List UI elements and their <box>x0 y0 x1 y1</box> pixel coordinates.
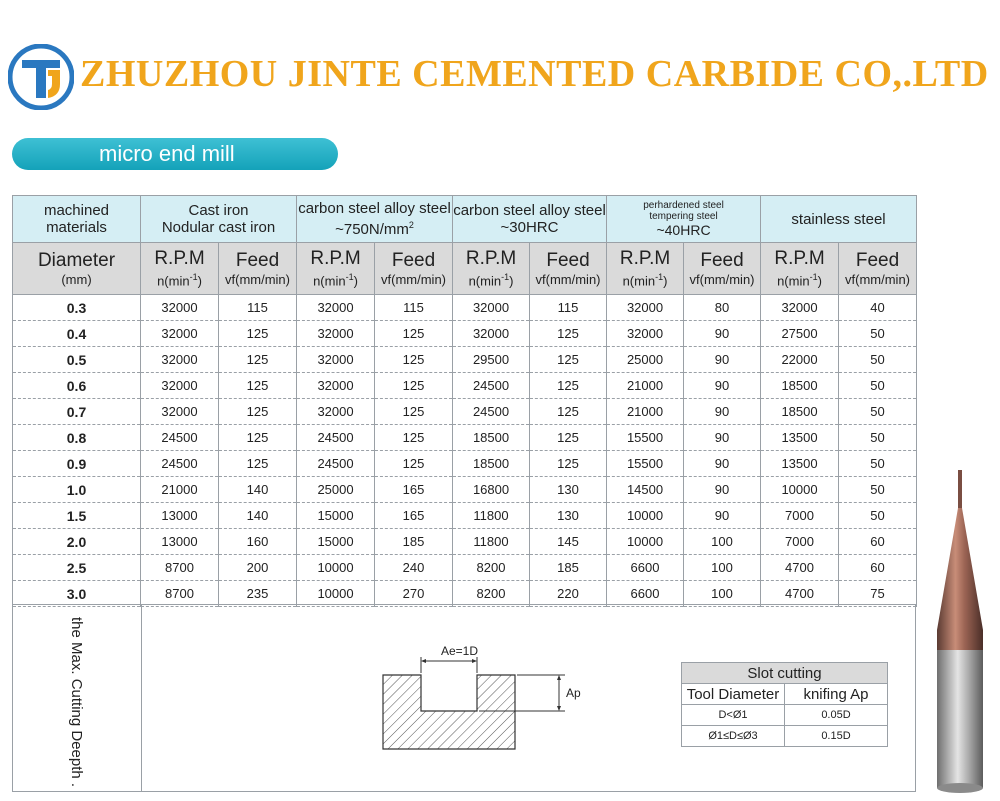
rpm-cell: 15500 <box>607 451 684 477</box>
diameter-cell: 0.9 <box>13 451 141 477</box>
feed-cell: 125 <box>530 321 607 347</box>
material-header-row <box>13 196 917 243</box>
rpm-cell: 24500 <box>297 425 375 451</box>
feed-cell: 125 <box>375 373 453 399</box>
rpm-unit-pre: n(min <box>313 273 346 289</box>
rpm-cell: 18500 <box>453 451 530 477</box>
rpm-cell: 24500 <box>141 451 219 477</box>
feed-cell: 40 <box>839 295 917 321</box>
rpm-cell: 18500 <box>761 373 839 399</box>
table-row <box>13 477 917 503</box>
rpm-cell: 32000 <box>141 321 219 347</box>
rpm-cell: 8700 <box>141 555 219 581</box>
rpm-cell: 32000 <box>141 347 219 373</box>
rpm-cell: 10000 <box>761 477 839 503</box>
diameter-header <box>13 243 141 295</box>
rpm-cell: 13500 <box>761 451 839 477</box>
feed-cell: 235 <box>219 581 297 607</box>
feed-cell: 90 <box>684 321 761 347</box>
knifing-ap-cell: 0.05D <box>785 705 888 726</box>
feed-cell: 125 <box>530 451 607 477</box>
rpm-cell: 4700 <box>761 555 839 581</box>
rpm-unit-sup: -1 <box>345 272 354 283</box>
feed-cell: 50 <box>839 425 917 451</box>
feed-cell: 240 <box>375 555 453 581</box>
feed-header <box>530 243 607 295</box>
feed-cell: 115 <box>530 295 607 321</box>
rpm-header <box>453 243 530 295</box>
feed-cell: 185 <box>375 529 453 555</box>
rpm-cell: 15500 <box>607 425 684 451</box>
table-row <box>13 451 917 477</box>
rpm-header <box>761 243 839 295</box>
feed-unit: vf(mm/min) <box>535 272 601 287</box>
tool-diameter-cell: Ø1≤D≤Ø3 <box>682 726 785 747</box>
rpm-cell: 16800 <box>453 477 530 503</box>
parameter-header-row <box>13 243 917 295</box>
feed-cell: 125 <box>375 347 453 373</box>
rpm-unit-pre: n(min <box>157 273 190 289</box>
rpm-cell: 32000 <box>297 373 375 399</box>
group-line: carbon steel alloy steel <box>298 200 451 217</box>
rpm-cell: 32000 <box>761 295 839 321</box>
feed-cell: 130 <box>530 477 607 503</box>
rpm-unit-post: ) <box>197 273 202 289</box>
rpm-cell: 32000 <box>297 321 375 347</box>
feed-cell: 125 <box>530 347 607 373</box>
rpm-cell: 6600 <box>607 555 684 581</box>
feed-cell: 90 <box>684 399 761 425</box>
feed-cell: 90 <box>684 477 761 503</box>
tool-diameter-cell: D<Ø1 <box>682 705 785 726</box>
diameter-cell: 0.3 <box>13 295 141 321</box>
rpm-unit-post: ) <box>663 273 668 289</box>
cutting-depth-label: the Max. Cutting Deepth . <box>68 617 85 788</box>
rpm-cell: 13500 <box>761 425 839 451</box>
feed-cell: 60 <box>839 555 917 581</box>
feed-cell: 75 <box>839 581 917 607</box>
feed-cell: 200 <box>219 555 297 581</box>
rpm-cell: 22000 <box>761 347 839 373</box>
rpm-cell: 11800 <box>453 503 530 529</box>
rpm-cell: 8200 <box>453 555 530 581</box>
rpm-cell: 8700 <box>141 581 219 607</box>
feed-cell: 115 <box>375 295 453 321</box>
rpm-unit-sup: -1 <box>655 272 664 283</box>
rpm-cell: 21000 <box>607 373 684 399</box>
diameter-cell: 0.8 <box>13 425 141 451</box>
material-group-cast-iron <box>141 196 297 243</box>
group-line: Cast iron <box>188 202 249 219</box>
header <box>0 0 1000 128</box>
tool-diameter-header: Tool Diameter <box>682 684 785 705</box>
rpm-label: R.P.M <box>310 248 361 270</box>
table-row <box>13 529 917 555</box>
feed-label: Feed <box>700 250 744 271</box>
feed-cell: 100 <box>684 529 761 555</box>
rpm-cell: 7000 <box>761 503 839 529</box>
feed-cell: 90 <box>684 347 761 373</box>
feed-cell: 165 <box>375 503 453 529</box>
feed-cell: 270 <box>375 581 453 607</box>
slot-cutting-title: Slot cutting <box>682 663 888 684</box>
feed-cell: 50 <box>839 347 917 373</box>
material-group-carbon-steel-750 <box>297 196 453 243</box>
feed-cell: 220 <box>530 581 607 607</box>
feed-cell: 125 <box>530 425 607 451</box>
feed-unit: vf(mm/min) <box>689 272 755 287</box>
rpm-unit <box>297 270 374 288</box>
rpm-cell: 32000 <box>607 321 684 347</box>
slot-cutting-diagram <box>369 629 599 755</box>
group-line: ~30HRC <box>500 219 559 236</box>
rpm-cell: 27500 <box>761 321 839 347</box>
rpm-header <box>141 243 219 295</box>
feed-cell: 125 <box>219 373 297 399</box>
rpm-cell: 32000 <box>297 295 375 321</box>
cutting-depth-section <box>12 604 916 792</box>
feed-cell: 100 <box>684 581 761 607</box>
rpm-cell: 13000 <box>141 529 219 555</box>
table-row <box>13 347 917 373</box>
table-row <box>13 399 917 425</box>
rpm-cell: 10000 <box>297 581 375 607</box>
rpm-unit-sup: -1 <box>501 272 510 283</box>
feed-cell: 125 <box>219 347 297 373</box>
rpm-unit-pre: n(min <box>777 273 810 289</box>
rpm-cell: 15000 <box>297 503 375 529</box>
feed-cell: 50 <box>839 321 917 347</box>
feed-cell: 50 <box>839 503 917 529</box>
rpm-unit-pre: n(min <box>622 273 656 289</box>
table-row <box>13 373 917 399</box>
rpm-cell: 32000 <box>607 295 684 321</box>
material-group-stainless-steel <box>761 196 917 243</box>
cutting-depth-label-cell <box>13 605 142 791</box>
feed-cell: 100 <box>684 555 761 581</box>
diameter-cell: 0.7 <box>13 399 141 425</box>
cutting-parameters-table <box>12 195 917 607</box>
group-line: stainless steel <box>791 210 886 228</box>
rpm-cell: 32000 <box>297 399 375 425</box>
end-mill-illustration <box>925 470 995 795</box>
table-row <box>682 726 888 747</box>
group-line: carbon steel alloy steel <box>453 202 606 219</box>
feed-unit: vf(mm/min) <box>845 272 911 287</box>
rpm-cell: 7000 <box>761 529 839 555</box>
material-group-carbon-steel-30hrc <box>453 196 607 243</box>
feed-label: Feed <box>546 250 590 271</box>
rpm-cell: 32000 <box>141 373 219 399</box>
rpm-unit <box>453 270 529 288</box>
rpm-unit <box>607 270 683 288</box>
rpm-cell: 4700 <box>761 581 839 607</box>
rpm-header <box>297 243 375 295</box>
table-row <box>13 425 917 451</box>
feed-header <box>375 243 453 295</box>
rpm-cell: 10000 <box>607 503 684 529</box>
feed-cell: 115 <box>219 295 297 321</box>
diameter-cell: 2.0 <box>13 529 141 555</box>
rpm-cell: 11800 <box>453 529 530 555</box>
table-row <box>13 321 917 347</box>
slot-cutting-table <box>681 662 888 747</box>
rpm-unit-sup: -1 <box>189 272 198 283</box>
rpm-label: R.P.M <box>465 248 517 270</box>
table-row <box>13 295 917 321</box>
rpm-cell: 13000 <box>141 503 219 529</box>
feed-cell: 125 <box>375 451 453 477</box>
rpm-cell: 24500 <box>141 425 219 451</box>
rpm-cell: 25000 <box>607 347 684 373</box>
feed-cell: 90 <box>684 373 761 399</box>
rpm-unit-post: ) <box>353 273 358 289</box>
table-row <box>13 503 917 529</box>
diameter-unit: (mm) <box>61 272 92 287</box>
feed-header <box>219 243 297 295</box>
rpm-cell: 24500 <box>453 373 530 399</box>
rpm-cell: 10000 <box>607 529 684 555</box>
rpm-cell: 24500 <box>453 399 530 425</box>
rpm-unit-sup: -1 <box>809 272 818 283</box>
rpm-cell: 32000 <box>453 321 530 347</box>
feed-cell: 90 <box>684 503 761 529</box>
knifing-ap-header: knifing Ap <box>785 684 888 705</box>
rpm-cell: 8200 <box>453 581 530 607</box>
feed-cell: 140 <box>219 503 297 529</box>
feed-label: Feed <box>391 250 436 271</box>
knifing-ap-cell: 0.15D <box>785 726 888 747</box>
rpm-unit <box>141 270 218 288</box>
group-line: ~40HRC <box>656 222 711 238</box>
feed-label: Feed <box>855 250 900 271</box>
table-body <box>13 295 917 607</box>
diameter-cell: 0.4 <box>13 321 141 347</box>
rpm-unit <box>761 270 838 288</box>
group-line <box>297 217 452 238</box>
rpm-unit-pre: n(min <box>468 273 502 289</box>
rpm-cell: 24500 <box>297 451 375 477</box>
rpm-cell: 32000 <box>141 399 219 425</box>
rpm-label: R.P.M <box>774 248 825 270</box>
diameter-cell: 1.0 <box>13 477 141 503</box>
feed-unit: vf(mm/min) <box>225 272 290 287</box>
rpm-cell: 15000 <box>297 529 375 555</box>
ap-label: Ap <box>566 686 581 700</box>
category-label: micro end mill <box>99 141 235 166</box>
rpm-cell: 21000 <box>141 477 219 503</box>
group-line: perhardened steel <box>643 200 724 211</box>
feed-cell: 185 <box>530 555 607 581</box>
feed-cell: 50 <box>839 373 917 399</box>
diameter-cell: 1.5 <box>13 503 141 529</box>
feed-cell: 90 <box>684 425 761 451</box>
ae-label: Ae=1D <box>441 644 479 658</box>
feed-cell: 125 <box>375 321 453 347</box>
feed-cell: 165 <box>375 477 453 503</box>
feed-cell: 125 <box>375 399 453 425</box>
materials-label: machined materials <box>13 196 141 243</box>
rpm-cell: 29500 <box>453 347 530 373</box>
rpm-cell: 32000 <box>297 347 375 373</box>
feed-cell: 130 <box>530 503 607 529</box>
feed-cell: 60 <box>839 529 917 555</box>
rpm-label: R.P.M <box>619 248 671 270</box>
rpm-header <box>607 243 684 295</box>
category-pill <box>12 138 338 170</box>
feed-header <box>684 243 761 295</box>
material-group-perhardened-steel <box>607 196 761 243</box>
group-line: Nodular cast iron <box>161 219 276 236</box>
rpm-cell: 18500 <box>453 425 530 451</box>
feed-cell: 50 <box>839 399 917 425</box>
feed-cell: 125 <box>375 425 453 451</box>
diameter-cell: 0.5 <box>13 347 141 373</box>
rpm-cell: 10000 <box>297 555 375 581</box>
diameter-cell: 2.5 <box>13 555 141 581</box>
feed-cell: 125 <box>530 373 607 399</box>
feed-cell: 125 <box>219 425 297 451</box>
feed-cell: 145 <box>530 529 607 555</box>
feed-cell: 125 <box>219 399 297 425</box>
feed-cell: 140 <box>219 477 297 503</box>
rpm-cell: 14500 <box>607 477 684 503</box>
company-name: ZHUZHOU JINTE CEMENTED CARBIDE CO,.LTD <box>80 53 989 95</box>
feed-header <box>839 243 917 295</box>
group-line: tempering steel <box>649 211 718 222</box>
table-row <box>682 705 888 726</box>
table-row <box>13 581 917 607</box>
feed-unit: vf(mm/min) <box>381 272 447 287</box>
rpm-cell: 6600 <box>607 581 684 607</box>
feed-cell: 125 <box>219 451 297 477</box>
feed-label: Feed <box>235 250 280 271</box>
feed-cell: 50 <box>839 477 917 503</box>
table-row <box>13 555 917 581</box>
rpm-cell: 32000 <box>141 295 219 321</box>
rpm-unit-post: ) <box>509 273 514 289</box>
diameter-label: Diameter <box>37 250 116 271</box>
diameter-cell: 0.6 <box>13 373 141 399</box>
feed-cell: 50 <box>839 451 917 477</box>
feed-cell: 90 <box>684 451 761 477</box>
feed-cell: 80 <box>684 295 761 321</box>
rpm-cell: 18500 <box>761 399 839 425</box>
rpm-cell: 32000 <box>453 295 530 321</box>
rpm-cell: 21000 <box>607 399 684 425</box>
jt-logo-icon <box>8 44 74 110</box>
group-line-text: ~750N/mm <box>335 221 409 238</box>
feed-cell: 125 <box>219 321 297 347</box>
rpm-cell: 25000 <box>297 477 375 503</box>
rpm-unit-post: ) <box>817 273 822 289</box>
diameter-cell: 3.0 <box>13 581 141 607</box>
feed-cell: 160 <box>219 529 297 555</box>
feed-cell: 125 <box>530 399 607 425</box>
group-line-sup: 2 <box>408 220 414 230</box>
rpm-label: R.P.M <box>154 248 205 270</box>
